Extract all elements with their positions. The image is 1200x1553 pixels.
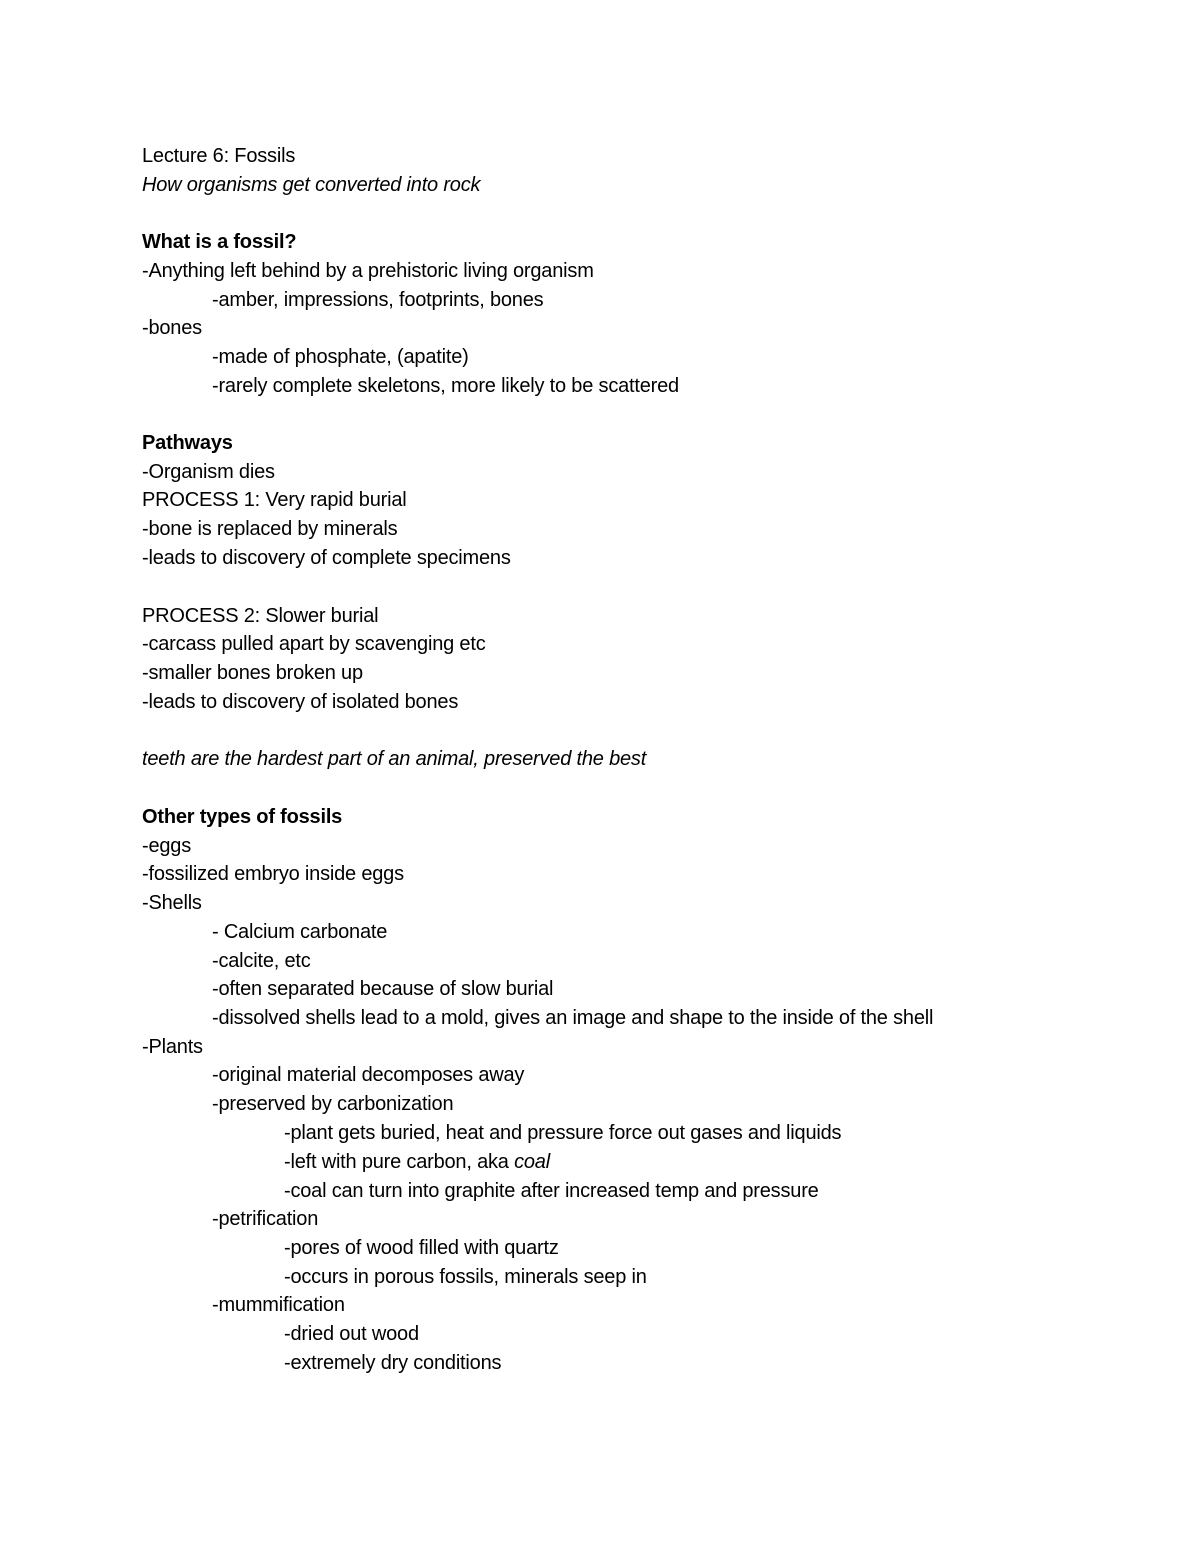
- text-line: -Plants: [142, 1036, 203, 1058]
- text-line: -calcite, etc: [212, 950, 311, 972]
- text-line: -occurs in porous fossils, minerals seep in: [284, 1266, 647, 1288]
- text-line: -extremely dry conditions: [284, 1352, 502, 1374]
- text-line: -preserved by carbonization: [212, 1093, 454, 1115]
- section-heading-other-types: Other types of fossils: [142, 806, 343, 828]
- text-line: -bones: [142, 317, 202, 339]
- text-line: -leads to discovery of isolated bones: [142, 691, 459, 713]
- text-line: -coal can turn into graphite after increased temp and pressure: [284, 1180, 819, 1202]
- text-line: -dissolved shells lead to a mold, gives an image and shape to the inside of the shell: [212, 1007, 934, 1029]
- text-line: -carcass pulled apart by scavenging etc: [142, 633, 486, 655]
- italic-note: teeth are the hardest part of an animal, preserved the best: [142, 748, 647, 770]
- text-line: -smaller bones broken up: [142, 662, 363, 684]
- text-line: -amber, impressions, footprints, bones: [212, 289, 544, 311]
- text-line: [284, 1150, 550, 1174]
- text-line: -plant gets buried, heat and pressure force out gases and liquids: [284, 1122, 842, 1144]
- text-line: PROCESS 1: Very rapid burial: [142, 489, 407, 511]
- text-line: -Organism dies: [142, 461, 275, 483]
- text-line: -often separated because of slow burial: [212, 978, 554, 1000]
- text-line: -original material decomposes away: [212, 1064, 525, 1086]
- text-line: -leads to discovery of complete specimens: [142, 547, 511, 569]
- page-title: Lecture 6: Fossils: [142, 145, 296, 167]
- section-heading-what-is-fossil: What is a fossil?: [142, 231, 297, 253]
- text-line: -pores of wood filled with quartz: [284, 1237, 559, 1259]
- text-line: PROCESS 2: Slower burial: [142, 605, 379, 627]
- text-segment: -left with pure carbon, aka: [284, 1151, 515, 1173]
- text-line: -petrification: [212, 1208, 319, 1230]
- text-line: -eggs: [142, 835, 192, 857]
- text-line: -mummification: [212, 1294, 345, 1316]
- text-line: -bone is replaced by minerals: [142, 518, 398, 540]
- emphasis-coal: coal: [514, 1151, 550, 1173]
- text-line: -fossilized embryo inside eggs: [142, 863, 404, 885]
- text-line: -dried out wood: [284, 1323, 419, 1345]
- text-line: -made of phosphate, (apatite): [212, 346, 469, 368]
- text-line: -rarely complete skeletons, more likely to be scattered: [212, 375, 679, 397]
- page-subtitle: How organisms get converted into rock: [142, 174, 481, 196]
- text-line: -Anything left behind by a prehistoric living organism: [142, 260, 594, 282]
- text-line: -Shells: [142, 892, 202, 914]
- text-line: - Calcium carbonate: [212, 921, 388, 943]
- section-heading-pathways: Pathways: [142, 432, 233, 454]
